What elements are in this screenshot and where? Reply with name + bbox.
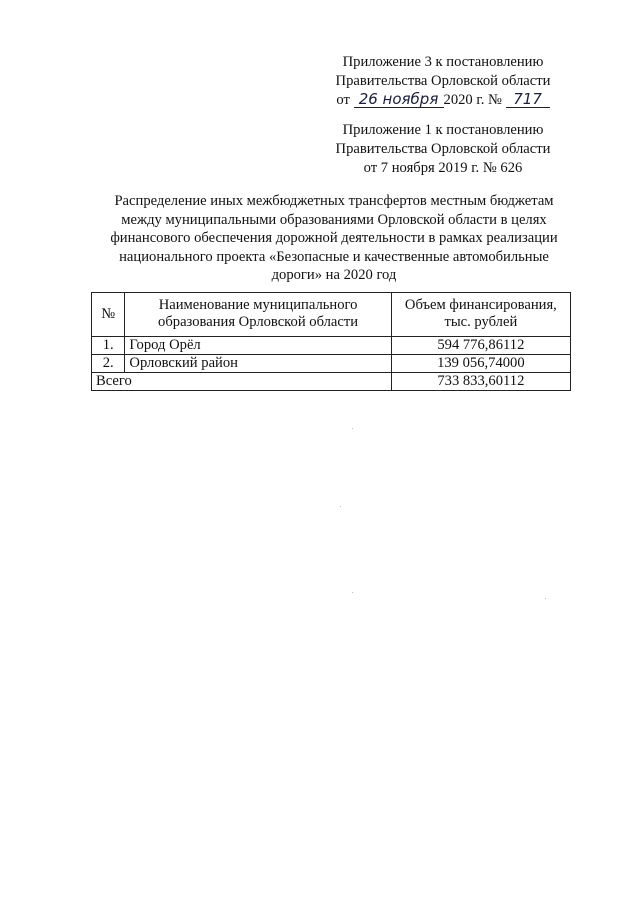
- appendix-3-date-line: [323, 91, 563, 110]
- table-row: [92, 337, 571, 355]
- appendix-1-header: [323, 121, 563, 178]
- appendix-3-header: [323, 53, 563, 110]
- row-funding: 139 056,74000: [391, 355, 570, 373]
- row-municipality: Город Орёл: [125, 337, 391, 355]
- title-line-3: финансового обеспечения дорожной деятельности в рамках реализации: [110, 230, 558, 246]
- header-funding-line-2: тыс. рублей: [444, 314, 518, 330]
- row-number: 2.: [92, 355, 125, 373]
- total-funding: 733 833,60112: [391, 373, 570, 391]
- scan-speck: [352, 428, 353, 429]
- header-municipality-line-2: образования Орловской области: [158, 314, 359, 330]
- table-row: [92, 355, 571, 373]
- total-label: Всего: [92, 373, 392, 391]
- document-title: [86, 192, 582, 285]
- appendix-3-line-2: Правительства Орловской области: [335, 73, 551, 89]
- scan-speck: [340, 506, 341, 507]
- allocation-table: [91, 292, 571, 391]
- header-funding: [391, 293, 570, 337]
- table-header-row: [92, 293, 571, 337]
- header-number: №: [92, 293, 125, 337]
- title-line-4: национального проекта «Безопасные и качественные автомобильные: [119, 248, 549, 265]
- table-total-row: [92, 373, 571, 391]
- row-municipality: Орловский район: [125, 355, 391, 373]
- from-prefix: от: [336, 92, 350, 108]
- handwritten-date: 26 ноября: [354, 91, 444, 108]
- appendix-1-line-2: Правительства Орловской области: [335, 141, 551, 157]
- row-funding: 594 776,86112: [391, 337, 570, 355]
- appendix-1-line-1: Приложение 1 к постановлению: [342, 122, 544, 138]
- title-line-2: между муниципальными образованиями Орловской области в целях: [121, 211, 547, 228]
- appendix-1-line-3: от 7 ноября 2019 г. № 626: [363, 160, 523, 176]
- title-line-5: дороги» на 2020 год: [271, 267, 397, 283]
- title-line-1: Распределение иных межбюджетных трансфертов местным бюджетам: [114, 193, 554, 209]
- handwritten-number: 717: [506, 91, 550, 108]
- appendix-3-line-1: Приложение 3 к постановлению: [342, 54, 544, 70]
- row-number: 1.: [92, 337, 125, 355]
- header-municipality: [125, 293, 391, 337]
- scan-speck: [545, 598, 546, 599]
- header-municipality-line-1: Наименование муниципального: [158, 297, 358, 313]
- year-and-number-label: 2020 г. №: [443, 92, 502, 108]
- header-funding-line-1: Объем финансирования,: [404, 297, 557, 313]
- scan-speck: [352, 592, 353, 593]
